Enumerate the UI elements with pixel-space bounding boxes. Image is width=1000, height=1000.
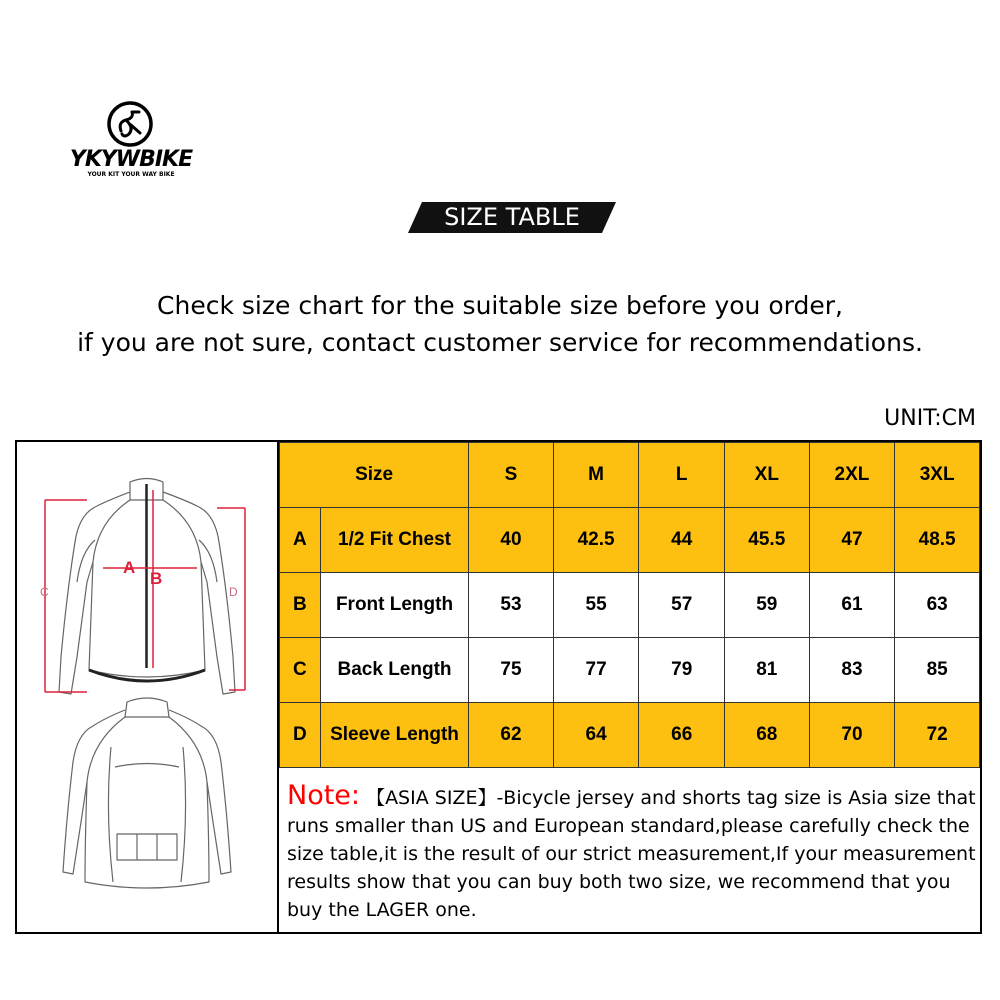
- intro-line-1: Check size chart for the suitable size before you order,: [157, 291, 843, 320]
- row-name: 1/2 Fit Chest: [320, 508, 468, 573]
- note-label: Note:: [287, 780, 361, 811]
- diagram-label-b: B: [150, 569, 163, 588]
- row-value: 64: [553, 703, 639, 768]
- row-value: 62: [469, 703, 554, 768]
- row-value: 53: [469, 573, 554, 638]
- row-value: 59: [724, 573, 809, 638]
- size-table: [279, 442, 980, 768]
- row-value: 77: [553, 638, 639, 703]
- row-value: 61: [809, 573, 895, 638]
- size-header-cell: 3XL: [895, 443, 980, 508]
- brand-name: YKYWBIKE: [69, 147, 193, 172]
- row-name: Sleeve Length: [320, 703, 468, 768]
- size-header-cell: L: [639, 443, 725, 508]
- size-header-cell: S: [469, 443, 554, 508]
- diagram-label-c: C: [40, 585, 49, 599]
- row-value: 81: [724, 638, 809, 703]
- row-value: 85: [895, 638, 980, 703]
- row-value: 42.5: [553, 508, 639, 573]
- size-table-banner: [408, 202, 616, 233]
- row-letter: A: [280, 508, 321, 573]
- table-row: [280, 638, 980, 703]
- size-note: [287, 782, 977, 924]
- row-value: 45.5: [724, 508, 809, 573]
- row-value: 72: [895, 703, 980, 768]
- size-header-cell: XL: [724, 443, 809, 508]
- table-row: [280, 573, 980, 638]
- row-letter: B: [280, 573, 321, 638]
- row-value: 68: [724, 703, 809, 768]
- diagram-label-d: D: [229, 585, 238, 599]
- size-header-label: Size: [280, 443, 469, 508]
- jersey-diagram: [17, 442, 279, 932]
- intro-text: [0, 287, 1000, 361]
- row-value: 47: [809, 508, 895, 573]
- row-value: 44: [639, 508, 725, 573]
- row-value: 70: [809, 703, 895, 768]
- banner-title: SIZE TABLE: [444, 203, 580, 231]
- row-name: Back Length: [320, 638, 468, 703]
- unit-label: UNIT:CM: [884, 406, 976, 431]
- row-letter: D: [280, 703, 321, 768]
- row-value: 75: [469, 638, 554, 703]
- brand-logo: [56, 100, 206, 178]
- size-header-cell: 2XL: [809, 443, 895, 508]
- table-row: [280, 703, 980, 768]
- row-value: 40: [469, 508, 554, 573]
- size-header-cell: M: [553, 443, 639, 508]
- row-value: 57: [639, 573, 725, 638]
- row-value: 66: [639, 703, 725, 768]
- row-letter: C: [280, 638, 321, 703]
- row-value: 83: [809, 638, 895, 703]
- row-value: 55: [553, 573, 639, 638]
- table-row: [280, 508, 980, 573]
- size-header-row: [280, 443, 980, 508]
- bike-rider-icon: [104, 100, 156, 148]
- row-value: 63: [895, 573, 980, 638]
- size-chart-frame: [15, 440, 982, 934]
- intro-line-2: if you are not sure, contact customer service for recommendations.: [77, 328, 923, 357]
- row-name: Front Length: [320, 573, 468, 638]
- note-text: 【ASIA SIZE】-Bicycle jersey and shorts tag size is Asia size that runs smaller than US and European standard,please carefully check the size table,it is the result of our strict measurement,If your measurement results show that you can buy both two size, we recommend that you buy the LAGER one.: [287, 787, 976, 921]
- diagram-label-a: A: [123, 558, 136, 577]
- row-value: 79: [639, 638, 725, 703]
- brand-tagline: YOUR KIT YOUR WAY BIKE: [87, 171, 175, 178]
- row-value: 48.5: [895, 508, 980, 573]
